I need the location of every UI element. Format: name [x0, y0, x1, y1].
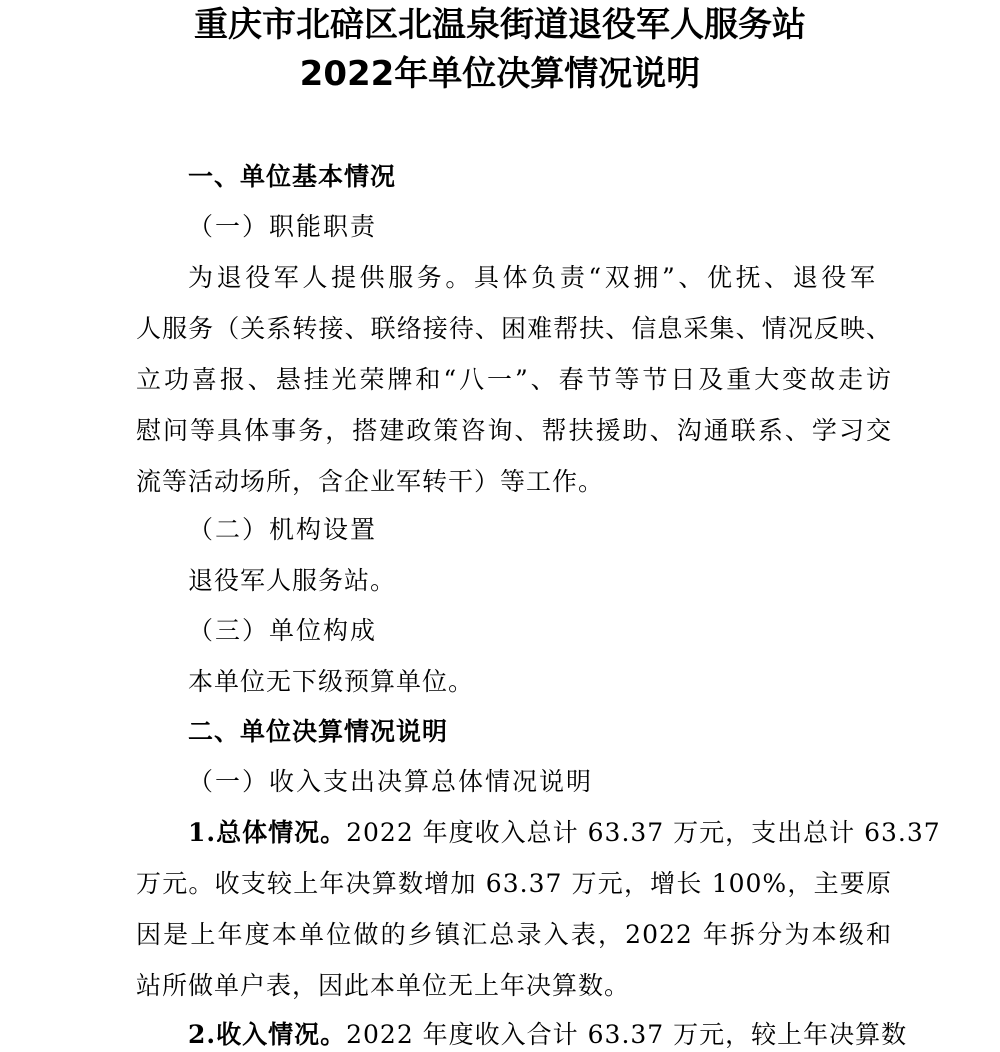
- subheading-income-expense-overview: （一）收入支出决算总体情况说明: [188, 767, 594, 796]
- income-lead: 2.收入情况。: [188, 1020, 347, 1049]
- overview-paragraph-line-3: 因是上年度本单位做的乡镇汇总录入表，2022 年拆分为本级和: [136, 920, 892, 949]
- document-title-line-2: 2022年单位决算情况说明: [299, 54, 701, 94]
- functions-paragraph-line-4: 慰问等具体事务，搭建政策咨询、帮扶援助、沟通联系、学习交: [136, 416, 892, 445]
- overview-paragraph-line-1: [188, 816, 941, 850]
- subheading-composition: （三）单位构成: [188, 616, 378, 645]
- income-paragraph-line-1: [188, 1018, 908, 1052]
- composition-text: 本单位无下级预算单位。: [188, 667, 475, 696]
- organization-text: 退役军人服务站。: [188, 566, 397, 595]
- section-heading-budget-info: 二、单位决算情况说明: [188, 717, 449, 746]
- overview-paragraph-line-2: 万元。收支较上年决算数增加 63.37 万元，增长 100%，主要原: [136, 869, 892, 898]
- overview-paragraph-line-4: 站所做单户表，因此本单位无上年决算数。: [136, 971, 631, 1000]
- functions-paragraph-line-2: 人服务（关系转接、联络接待、困难帮扶、信息采集、情况反映、: [136, 314, 892, 343]
- functions-paragraph-line-1: 为退役军人提供服务。具体负责“双拥”、优抚、退役军: [188, 263, 876, 292]
- income-first-line: 2022 年度收入合计 63.37 万元，较上年决算数: [346, 1020, 908, 1049]
- overview-lead: 1.总体情况。: [188, 818, 347, 847]
- subheading-functions: （一）职能职责: [188, 212, 378, 241]
- section-heading-basic-info: 一、单位基本情况: [188, 162, 397, 191]
- functions-paragraph-line-3: 立功喜报、悬挂光荣牌和“八一”、春节等节日及重大变故走访: [136, 365, 892, 394]
- functions-paragraph-line-5: 流等活动场所，含企业军转干）等工作。: [136, 467, 605, 496]
- overview-first-line: 2022 年度收入总计 63.37 万元，支出总计 63.37: [346, 818, 941, 847]
- document-title-line-1: 重庆市北碚区北温泉街道退役军人服务站: [194, 5, 806, 45]
- subheading-organization: （二）机构设置: [188, 515, 378, 544]
